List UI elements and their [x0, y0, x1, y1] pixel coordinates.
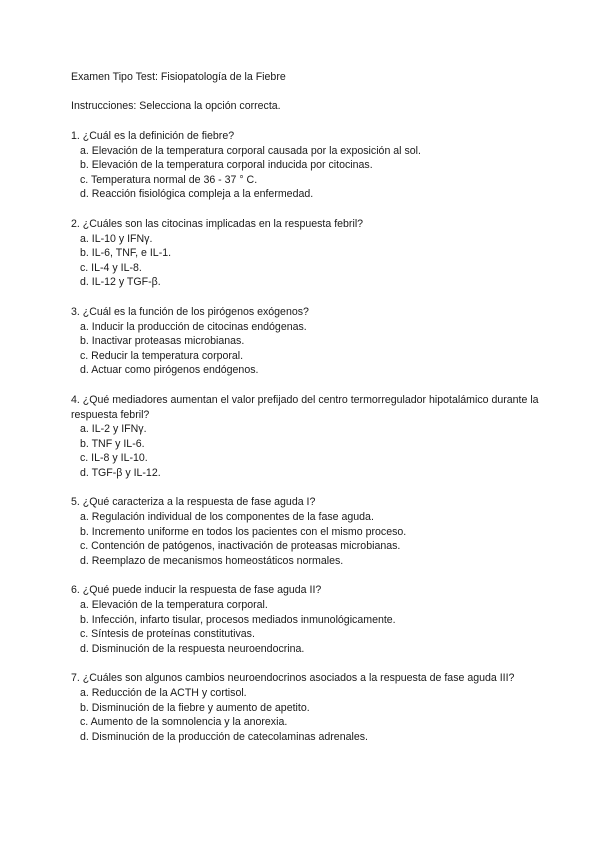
- question-text: 3. ¿Cuál es la función de los pirógenos exógenos?: [71, 305, 309, 318]
- option-c: c. Temperatura normal de 36 - 37 ° C.: [80, 173, 258, 186]
- option-b: b. Infección, infarto tisular, procesos mediados inmunológicamente.: [80, 613, 396, 626]
- question-4: [71, 393, 551, 481]
- option-d: d. IL-12 y TGF-β.: [80, 276, 161, 289]
- option-d: d. Reacción fisiológica compleja a la enfermedad.: [80, 188, 314, 201]
- options-list: [71, 510, 551, 568]
- option-c: c. Reducir la temperatura corporal.: [80, 349, 244, 362]
- option-c: c. Contención de patógenos, inactivación de proteasas microbianas.: [80, 540, 401, 553]
- instructions-text: Instrucciones: Selecciona la opción correcta.: [71, 100, 281, 112]
- option-d: d. Actuar como pirógenos endógenos.: [80, 364, 259, 377]
- option-c: c. Síntesis de proteínas constitutivas.: [80, 628, 255, 641]
- question-text: 2. ¿Cuáles son las citocinas implicadas en la respuesta febril?: [71, 217, 364, 230]
- option-d: d. TGF-β y IL-12.: [80, 466, 161, 479]
- question-text: 5. ¿Qué caracteriza a la respuesta de fase aguda I?: [71, 496, 316, 509]
- option-a: a. Inducir la producción de citocinas endógenas.: [80, 320, 307, 333]
- options-list: [71, 422, 551, 480]
- option-b: b. Disminución de la fiebre y aumento de apetito.: [80, 701, 310, 714]
- option-d: d. Disminución de la producción de catecolaminas adrenales.: [80, 730, 368, 743]
- options-list: [71, 686, 551, 744]
- option-a: a. IL-10 y IFNγ.: [80, 232, 153, 245]
- question-7: [71, 671, 551, 744]
- option-d: d. Disminución de la respuesta neuroendocrina.: [80, 642, 305, 655]
- question-2: [71, 217, 551, 290]
- question-3: [71, 305, 551, 378]
- question-text: 7. ¿Cuáles son algunos cambios neuroendocrinos asociados a la respuesta de fase aguda III?: [71, 672, 515, 685]
- option-b: b. IL-6, TNF, e IL-1.: [80, 247, 172, 260]
- question-6: [71, 583, 551, 656]
- options-list: [71, 144, 551, 202]
- question-text: 6. ¿Qué puede inducir la respuesta de fase aguda II?: [71, 584, 322, 597]
- options-list: [71, 598, 551, 656]
- options-list: [71, 320, 551, 378]
- option-b: b. Inactivar proteasas microbianas.: [80, 335, 245, 348]
- document-page: [71, 70, 551, 744]
- option-b: b. Incremento uniforme en todos los pacientes con el mismo proceso.: [80, 525, 407, 538]
- option-d: d. Reemplazo de mecanismos homeostáticos normales.: [80, 554, 344, 567]
- option-b: b. TNF y IL-6.: [80, 437, 145, 450]
- option-a: a. Regulación individual de los componentes de la fase aguda.: [80, 511, 374, 524]
- option-a: a. Elevación de la temperatura corporal.: [80, 599, 268, 612]
- question-1: [71, 129, 551, 202]
- option-a: a. Reducción de la ACTH y cortisol.: [80, 687, 247, 699]
- options-list: [71, 232, 551, 290]
- question-text: 4. ¿Qué mediadores aumentan el valor prefijado del centro termorregulador hipotalámico durante la respuesta febril?: [71, 393, 539, 421]
- question-5: [71, 495, 551, 568]
- option-c: c. IL-4 y IL-8.: [80, 261, 142, 274]
- option-c: c. IL-8 y IL-10.: [80, 452, 148, 465]
- question-text: 1. ¿Cuál es la definición de fiebre?: [71, 130, 235, 142]
- option-c: c. Aumento de la somnolencia y la anorexia.: [80, 716, 288, 729]
- option-b: b. Elevación de la temperatura corporal inducida por citocinas.: [80, 159, 373, 172]
- option-a: a. IL-2 y IFNγ.: [80, 423, 147, 436]
- document-title: Examen Tipo Test: Fisiopatología de la Fiebre: [71, 71, 286, 83]
- option-a: a. Elevación de la temperatura corporal causada por la exposición al sol.: [80, 144, 421, 157]
